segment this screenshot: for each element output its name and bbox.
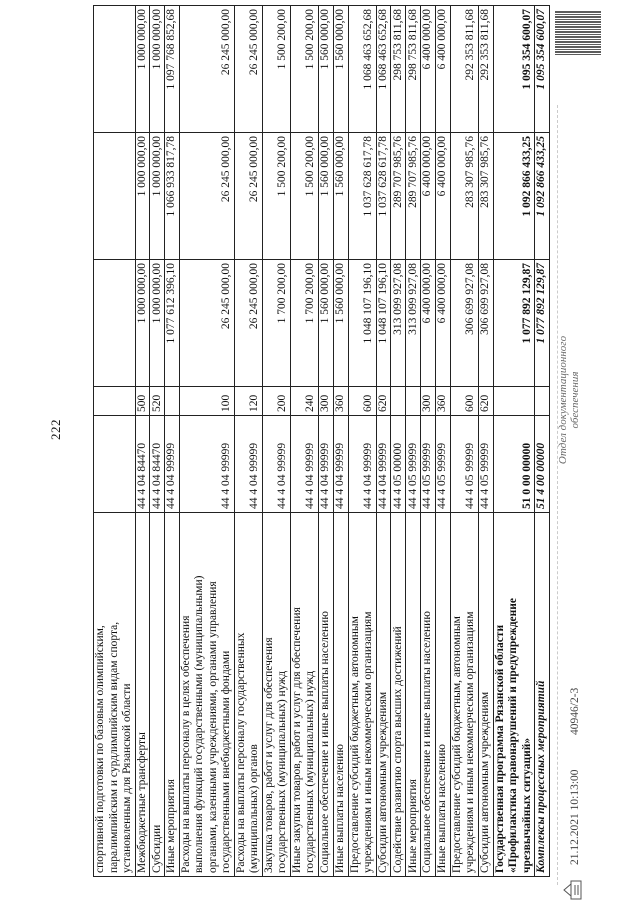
row-code-cell: 44 4 05 99999 [451, 416, 478, 513]
row-year2-amount-cell: 1 500 200,00 [291, 133, 318, 260]
footer-doc-number: 40946/2-3 [569, 687, 581, 735]
row-year2-amount-cell: 1 560 000,00 [319, 133, 333, 260]
table-row [263, 5, 291, 877]
table-row [436, 5, 451, 877]
row-expense-type-cell: 120 [235, 387, 262, 416]
table-row [165, 5, 180, 877]
row-code-cell: 44 4 05 00000 [391, 416, 405, 513]
row-name-cell: Расходы на выплаты персоналу государственных (муниципальных) органов [235, 513, 262, 877]
table-row [535, 5, 550, 877]
row-year3-amount-cell: 1 068 463 652,68 [377, 5, 391, 133]
row-year3-amount-cell: 6 400 000,00 [436, 5, 450, 133]
row-code-cell: 44 4 05 99999 [479, 416, 493, 513]
row-year2-amount-cell: 1 560 000,00 [334, 133, 348, 260]
row-expense-type-cell [391, 387, 405, 416]
row-year3-amount-cell: 1 097 768 852,68 [165, 5, 179, 133]
row-year2-amount-cell: 1 066 933 817,78 [165, 133, 179, 260]
row-year3-amount-cell: 1 500 200,00 [263, 5, 290, 133]
row-year3-amount-cell: 1 095 354 600,07 [535, 5, 549, 133]
budget-table [93, 5, 550, 877]
table-row [349, 5, 377, 877]
row-code-cell: 44 4 04 99999 [319, 416, 333, 513]
row-year1-amount-cell: 1 560 000,00 [319, 260, 333, 387]
row-year1-amount-cell: 306 699 927,08 [479, 260, 493, 387]
table-row [377, 5, 392, 877]
row-year2-amount-cell: 1 037 628 617,78 [377, 133, 391, 260]
row-year2-amount-cell: 1 092 866 433,25 [494, 133, 535, 260]
row-expense-type-cell: 360 [436, 387, 450, 416]
row-year2-amount-cell: 26 245 000,00 [235, 133, 262, 260]
document-footer [555, 10, 605, 905]
barcode [555, 11, 601, 55]
row-year2-amount-cell: 1 500 200,00 [263, 133, 290, 260]
row-year3-amount-cell: 26 245 000,00 [180, 5, 234, 133]
row-name-cell: Расходы на выплаты персоналу в целях обеспечения выполнения функций государственными (муниципальными) органами, казенными учреждениями, органами управления государственными внебюджетными фондами [180, 513, 234, 877]
rotated-page-content [93, 10, 610, 905]
row-code-cell: 44 4 04 99999 [334, 416, 348, 513]
row-year1-amount-cell: 1 000 000,00 [136, 260, 150, 387]
row-code-cell: 44 4 05 99999 [436, 416, 450, 513]
row-year2-amount-cell: 1 000 000,00 [150, 133, 164, 260]
row-name-cell: Иные мероприятия [165, 513, 179, 877]
row-expense-type-cell [94, 387, 135, 416]
row-year2-amount-cell: 1 000 000,00 [136, 133, 150, 260]
row-expense-type-cell: 360 [334, 387, 348, 416]
row-expense-type-cell: 500 [136, 387, 150, 416]
table-row [319, 5, 334, 877]
row-year3-amount-cell: 1 000 000,00 [150, 5, 164, 133]
row-expense-type-cell [406, 387, 420, 416]
table-row [180, 5, 235, 877]
row-expense-type-cell: 520 [150, 387, 164, 416]
table-row [334, 5, 349, 877]
table-row [150, 5, 165, 877]
row-name-cell: Субсидии автономным учреждениям [377, 513, 391, 877]
footer-datetime: 21.12.2021 10:13:00 [569, 769, 581, 865]
row-name-cell: Социальное обеспечение и иные выплаты населению [421, 513, 435, 877]
row-code-cell: 44 4 04 99999 [263, 416, 290, 513]
row-year1-amount-cell: 1 077 892 129,87 [494, 260, 535, 387]
row-expense-type-cell [165, 387, 179, 416]
row-year1-amount-cell: 6 400 000,00 [421, 260, 435, 387]
row-code-cell: 44 4 05 99999 [421, 416, 435, 513]
row-expense-type-cell: 300 [319, 387, 333, 416]
row-expense-type-cell [494, 387, 535, 416]
row-code-cell: 44 4 04 99999 [349, 416, 376, 513]
row-year3-amount-cell: 1 560 000,00 [334, 5, 348, 133]
row-expense-type-cell: 600 [451, 387, 478, 416]
row-code-cell: 44 4 04 99999 [180, 416, 234, 513]
row-year1-amount-cell: 313 099 927,08 [391, 260, 405, 387]
row-year1-amount-cell: 306 699 927,08 [451, 260, 478, 387]
row-year2-amount-cell: 6 400 000,00 [421, 133, 435, 260]
row-year2-amount-cell: 283 307 985,76 [479, 133, 493, 260]
row-year1-amount-cell: 1 048 107 196,10 [349, 260, 376, 387]
table-row [406, 5, 421, 877]
row-year2-amount-cell: 283 307 985,76 [451, 133, 478, 260]
table-row [479, 5, 494, 877]
row-year2-amount-cell: 289 707 985,76 [406, 133, 420, 260]
row-expense-type-cell: 200 [263, 387, 290, 416]
row-name-cell: Предоставление субсидий бюджетным, автономным учреждениям и иным некоммерческим организациям [349, 513, 376, 877]
row-expense-type-cell: 100 [180, 387, 234, 416]
row-expense-type-cell: 300 [421, 387, 435, 416]
row-expense-type-cell [535, 387, 549, 416]
row-name-cell: Иные закупки товаров, работ и услуг для обеспечения государственных (муниципальных) нужд [291, 513, 318, 877]
row-name-cell: Субсидии автономным учреждениям [479, 513, 493, 877]
row-year1-amount-cell: 26 245 000,00 [180, 260, 234, 387]
row-year3-amount-cell [94, 5, 135, 133]
row-year3-amount-cell: 26 245 000,00 [235, 5, 262, 133]
row-year1-amount-cell: 1 048 107 196,10 [377, 260, 391, 387]
row-year3-amount-cell: 1 095 354 600,07 [494, 5, 535, 133]
row-year2-amount-cell: 6 400 000,00 [436, 133, 450, 260]
row-year1-amount-cell: 1 077 612 396,10 [165, 260, 179, 387]
row-code-cell: 44 4 04 99999 [235, 416, 262, 513]
row-expense-type-cell: 620 [479, 387, 493, 416]
row-code-cell: 44 4 04 99999 [165, 416, 179, 513]
row-year3-amount-cell: 298 753 811,68 [391, 5, 405, 133]
page-number: 222 [48, 419, 63, 440]
row-year2-amount-cell [94, 133, 135, 260]
row-year1-amount-cell: 26 245 000,00 [235, 260, 262, 387]
row-year3-amount-cell: 6 400 000,00 [421, 5, 435, 133]
row-name-cell: Субсидии [150, 513, 164, 877]
row-year3-amount-cell: 298 753 811,68 [406, 5, 420, 133]
footer-department: Отдел документационного обеспечения [557, 335, 581, 465]
row-code-cell: 44 4 04 84470 [150, 416, 164, 513]
row-year2-amount-cell: 1 037 628 617,78 [349, 133, 376, 260]
row-year1-amount-cell: 6 400 000,00 [436, 260, 450, 387]
row-name-cell: Социальное обеспечение и иные выплаты населению [319, 513, 333, 877]
row-code-cell: 44 4 04 84470 [136, 416, 150, 513]
row-code-cell: 44 4 05 99999 [406, 416, 420, 513]
table-row [136, 5, 151, 877]
table-row [421, 5, 436, 877]
row-year1-amount-cell [94, 260, 135, 387]
table-row [391, 5, 406, 877]
row-year3-amount-cell: 292 353 811,68 [451, 5, 478, 133]
row-code-cell: 51 0 00 00000 [494, 416, 535, 513]
table-row [451, 5, 479, 877]
row-name-cell: Предоставление субсидий бюджетным, автономным учреждениям и иным некоммерческим организациям [451, 513, 478, 877]
row-year3-amount-cell: 1 560 000,00 [319, 5, 333, 133]
row-year3-amount-cell: 1 500 200,00 [291, 5, 318, 133]
table-row [94, 5, 136, 877]
row-year2-amount-cell: 26 245 000,00 [180, 133, 234, 260]
row-name-cell: Содействие развитию спорта высших достижений [391, 513, 405, 877]
row-expense-type-cell: 240 [291, 387, 318, 416]
row-year1-amount-cell: 1 000 000,00 [150, 260, 164, 387]
row-name-cell: Государственная программа Рязанской области «Профилактика правонарушений и предупреждение чрезвычайных ситуаций» [494, 513, 535, 877]
row-year1-amount-cell: 1 700 200,00 [263, 260, 290, 387]
row-name-cell: Межбюджетные трансферты [136, 513, 150, 877]
row-year1-amount-cell: 1 560 000,00 [334, 260, 348, 387]
row-name-cell: Закупка товаров, работ и услуг для обеспечения государственных (муниципальных) нужд [263, 513, 290, 877]
row-year3-amount-cell: 1 000 000,00 [136, 5, 150, 133]
scan-artifact-line [557, 105, 561, 885]
row-year3-amount-cell: 1 068 463 652,68 [349, 5, 376, 133]
row-name-cell: спортивной подготовки по базовым олимпийским, паралимпийским и сурдлимпийским видам спорта, установленным для Рязанской области [94, 513, 135, 877]
row-code-cell [94, 416, 135, 513]
registry-stamp-icon [561, 879, 583, 901]
table-row [494, 5, 536, 877]
row-name-cell: Иные выплаты населению [436, 513, 450, 877]
table-row [235, 5, 263, 877]
row-year2-amount-cell: 289 707 985,76 [391, 133, 405, 260]
row-expense-type-cell: 620 [377, 387, 391, 416]
row-code-cell: 51 4 00 00000 [535, 416, 549, 513]
row-year2-amount-cell: 1 092 866 433,25 [535, 133, 549, 260]
row-name-cell: Иные мероприятия [406, 513, 420, 877]
row-year1-amount-cell: 1 700 200,00 [291, 260, 318, 387]
row-name-cell: Иные выплаты населению [334, 513, 348, 877]
row-year3-amount-cell: 292 353 811,68 [479, 5, 493, 133]
row-name-cell: Комплексы процессных мероприятий [535, 513, 549, 877]
row-year1-amount-cell: 1 077 892 129,87 [535, 260, 549, 387]
row-code-cell: 44 4 04 99999 [291, 416, 318, 513]
row-expense-type-cell: 600 [349, 387, 376, 416]
row-code-cell: 44 4 04 99999 [377, 416, 391, 513]
row-year1-amount-cell: 313 099 927,08 [406, 260, 420, 387]
table-row [291, 5, 319, 877]
